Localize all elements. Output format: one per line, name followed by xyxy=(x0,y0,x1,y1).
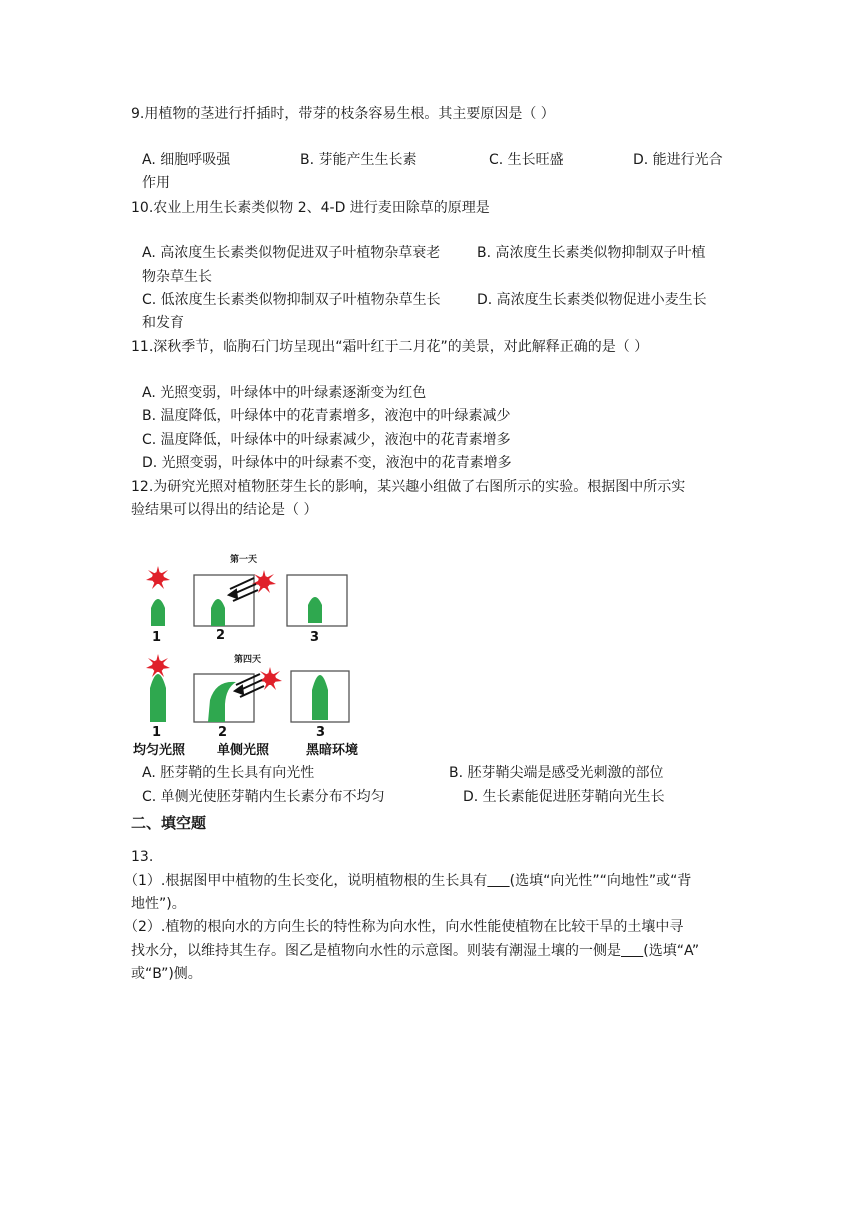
q10-option-d: D. 高浓度生长素类似物促进小麦生长 xyxy=(477,292,707,308)
q9-stem: 9.用植物的茎进行扦插时，带芽的枝条容易生根。其主要原因是（ ） xyxy=(131,106,555,122)
specimen-number-1-day1: 1 xyxy=(152,630,162,645)
specimen-number-3-day4: 3 xyxy=(316,725,326,740)
specimen-number-2-day1: 2 xyxy=(216,628,226,643)
q11-option-b: B. 温度降低，叶绿体中的花青素增多，液泡中的叶绿素减少 xyxy=(142,408,511,424)
q13-number: 13. xyxy=(131,849,154,865)
q12-stem-line1: 12.为研究光照对植物胚芽生长的影响，某兴趣小组做了右图所示的实验。根据图中所示实 xyxy=(131,479,686,495)
q10-stem: 10.农业上用生长素类似物 2、4-D 进行麦田除草的原理是 xyxy=(131,200,490,216)
day1-label: 第一天 xyxy=(230,555,258,565)
q13-part2-blank[interactable] xyxy=(621,943,643,959)
q9-option-a: A. 细胞呼吸强 xyxy=(142,152,231,168)
specimen-number-1-day4: 1 xyxy=(152,725,162,740)
q9-option-d-continued: 作用 xyxy=(142,175,170,191)
sun-icon-row1-uniform xyxy=(146,566,170,589)
q11-option-c: C. 温度降低，叶绿体中的叶绿素减少，液泡中的花青素增多 xyxy=(142,432,511,448)
q11-stem: 11.深秋季节，临朐石门坊呈现出“霜叶红于二月花”的美景，对此解释正确的是（ ） xyxy=(131,339,649,355)
sprout-1-day4 xyxy=(150,674,166,722)
q10-option-b-continued: 物杂草生长 xyxy=(142,269,212,285)
q12-option-b: B. 胚芽鞘尖端是感受光刺激的部位 xyxy=(449,765,664,781)
q9-option-c: C. 生长旺盛 xyxy=(489,152,564,168)
q9-option-b: B. 芽能产生生长素 xyxy=(300,152,417,168)
sun-icon-row2-uniform xyxy=(146,654,170,677)
q13-part2-line2 xyxy=(131,940,699,962)
specimen-number-2-day4: 2 xyxy=(218,725,228,740)
q13-part2-suffix: (选填“A” xyxy=(643,943,700,959)
sun-icon-row1-side xyxy=(252,570,276,593)
q11-option-d: D. 光照变弱，叶绿体中的叶绿素不变，液泡中的花青素增多 xyxy=(142,455,512,471)
sprout-3-day4 xyxy=(312,675,328,720)
specimen-number-3-day1: 3 xyxy=(310,630,320,645)
q13-part1-blank[interactable] xyxy=(487,873,509,889)
q13-part1-suffix: (选填“向光性”“向地性”或“背 xyxy=(509,873,692,889)
sprout-2-day4-bent xyxy=(208,682,236,722)
sprout-2-day1 xyxy=(211,599,225,626)
caption-dark-environment: 黑暗环境 xyxy=(306,743,359,758)
q13-part1-prefix: （1）.根据图甲中植物的生长变化，说明植物根的生长具有 xyxy=(124,873,488,889)
q10-option-d-continued: 和发育 xyxy=(142,315,184,331)
q12-option-a: A. 胚芽鞘的生长具有向光性 xyxy=(142,765,315,781)
sprout-1-day1 xyxy=(151,599,165,626)
q10-option-c: C. 低浓度生长素类似物抑制双子叶植物杂草生长 xyxy=(142,292,441,308)
q12-option-c: C. 单侧光使胚芽鞘内生长素分布不均匀 xyxy=(142,789,385,805)
q10-option-b: B. 高浓度生长素类似物抑制双子叶植 xyxy=(477,245,706,261)
day4-label: 第四天 xyxy=(234,655,262,665)
q13-part1-continued: 地性”)。 xyxy=(131,896,186,912)
light-arrows-day4 xyxy=(235,674,264,697)
caption-unilateral-light: 单侧光照 xyxy=(217,743,270,758)
q11-option-a: A. 光照变弱，叶绿体中的叶绿素逐渐变为红色 xyxy=(142,385,427,401)
q10-option-a: A. 高浓度生长素类似物促进双子叶植物杂草衰老 xyxy=(142,245,441,261)
q12-stem-line2: 验结果可以得出的结论是（ ） xyxy=(131,502,318,518)
q13-part1 xyxy=(124,870,691,892)
caption-uniform-light: 均匀光照 xyxy=(133,743,186,758)
q13-part2-prefix: 找水分，以维持其生存。图乙是植物向水性的示意图。则装有潮湿土壤的一侧是 xyxy=(131,943,621,959)
q13-part2-line1: （2）.植物的根向水的方向生长的特性称为向水性，向水性能使植物在比较干旱的土壤中寻 xyxy=(124,919,684,935)
q12-option-d: D. 生长素能促进胚芽鞘向光生长 xyxy=(463,789,665,805)
phototropism-experiment-figure xyxy=(130,548,380,760)
section-title-fill-in: 二、填空题 xyxy=(131,814,207,832)
sprout-3-day1 xyxy=(308,597,322,623)
q9-option-d: D. 能进行光合 xyxy=(633,152,723,168)
q13-part2-continued: 或“B”)侧。 xyxy=(131,966,202,982)
